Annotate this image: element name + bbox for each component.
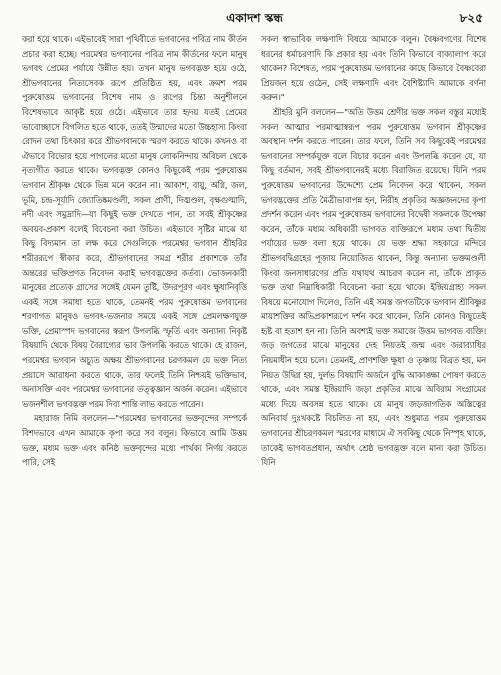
text-columns: [22, 32, 487, 470]
paragraph: শ্রীহরি মুনি বললেন—"অতি উত্তম শ্রেণীর ভক্ত সকল বস্তুর মধ্যেই সকল আত্মার পরমাত্মাস্বরূপ পরম পুরুষোত্তম ভগবান শ্রীকৃষ্ণের অবস্থান দর্শন করতে পারেন। তার ফলে, তিনি সব কিছুকেই পরমেশ্বর ভগবানের সম্পর্কযুক্ত বলে বিচার করেন এবং উপলব্ধি করেন যে, যা কিছু বর্তমান, সবই শ্রীভগবানেরই মধ্যে বিরাজিত রয়েছে। যিনি পরম পুরুষোত্তম ভগবানের উদ্দেশ্যে প্রেম নিবেদন করে থাকেন, সকল ভগবদ্ভক্তের প্রতি মৈত্রীভাবাপন্ন হন, নিরীহ প্রকৃতির অজ্ঞজনদের কৃপা প্রদর্শন করেন এবং পরম পুরুষোত্তম ভগবানের বিদ্বেষী সকলকে উপেক্ষা করেন, তাঁকে মধ্যম অধিকারী ভাগবত ব্যক্তিরূপে মধ্যম তথা দ্বিতীয় পর্যায়ের ভক্ত বলা হয়ে থাকে। যে ভক্ত শ্রদ্ধা সহকারে মন্দিরে শ্রীভগবদ্বিগ্রহের পূজায় নিয়োজিত থাকেন, কিন্তু অন্যান্য ভক্তমণ্ডলী কিংবা জনসাধারণের প্রতি যথাযথ আচরণ করেন না, তাঁকে প্রাকৃত ভক্ত তথা নিম্নাধিকারী বিবেচনা করা হয়ে থাকে। ইন্দ্রিয়গ্রাহ্য সকল বিষয়ে মনোযোগ দিলেও, তিনি এই সমস্ত জগতটিকে ভগবান শ্রীবিষ্ণুর মায়াশক্তির অভিপ্রকাশরূপে দর্শন করে থাকেন, তিনি কোনও কিছুতেই হৃষ্ট বা হতাশ হন না। তিনি অবশ্যই ভক্ত সমাজে উত্তম ভাগবত ব্যক্তি। জড় জগতের মাঝে মানুষের দেহ নিয়তই জন্ম এবং জরাব্যাধির নিয়মাধীন হয়ে চলে। তেমনই, প্রাণশক্তি ক্ষুধা ও তৃষ্ণায় বিব্রত হয়, মন নিয়ত উদ্বিগ্ন হয়, দুর্লভ বিষয়াদি অর্জনে বুদ্ধি আকাঙ্ক্ষা পোষণ করতে থাকে, এবং সমস্ত ইন্দ্রিয়াদি জড়া প্রকৃতির মাঝে অবিরাম সংগ্রামের মধ্যে দিয়ে অবসন্ন হতে থাকে। যে মানুষ জড়জাগতিক অস্তিত্বের অনিবার্য দুঃখকষ্টে বিচলিত না হয়, এবং শুধুমাত্র পরম পুরুষোত্তম ভগবানের শ্রীচরণকমল স্মরণের মাধ্যমে ঐ সবকিছু থেকে নিস্পৃহ থাকে, তাকেই ভাগবতপ্রধান, অর্থাৎ শ্রেষ্ঠ ভগবদ্ভক্ত বলে মান্য করা উচিত। যিনি: [261, 106, 486, 468]
left-column: [22, 32, 247, 470]
paragraph: সকল স্বাভাবিক লক্ষণাদি বিষয়ে আমাকে বলুন। বৈষ্ণবগণের বিশেষ ধরনের ধর্মাচরণাদি কি প্রকার হয় এবং তিনি কিভাবে বাক্যালাপ করে থাকেন? বিশেষত, পরম পুরুষোত্তম ভগবানের কাছে কিভাবে বৈষ্ণবেরা প্রিয়জন হয়ে ওঠেন, সেই লক্ষণাদি এবং বৈশিষ্ট্যাদি আমাকে বর্ণনা করুন।": [261, 34, 486, 103]
running-title: একাদশ স্কন্ধ: [226, 11, 283, 25]
right-column: [261, 32, 486, 470]
paragraph: করা হয়ে থাকে। এইভাবেই সারা পৃথিবীতে ভগবানের পবিত্র নাম কীর্তন প্রচার করা হচ্ছে। পরমেশ্বর ভগবানের পবিত্র নাম কীর্তনের ফলে মানুষ ভগবৎ প্রেমের পর্যায়ে উন্নীত হয়। তখন মানুষ ভগবদ্ভক্ত হয়ে ওঠে, শ্রীভগবানের নিত্যসেবক রূপে প্রতিষ্ঠিত হয়, এবং ক্রমশ পরম পুরুষোত্তম ভগবানের বিশেষ নাম ও রূপের চিন্তা অনুশীলনে বিশেষভাবে আকৃষ্ট হয়ে ওঠে। এইভাবে তার হৃদয় যতই প্রেমের ভাবোচ্ছাসে বিগলিত হতে থাকে, ততই উন্মাদের মতো উচ্চহাস্য কিংবা রোদন তথা চিৎকার করে শ্রীভগবানকে স্মরণ করতে থাকে। কখনও বা ঐভাবে বিভোর হয়ে পাগলের মতো মানুষ লোকনিন্দায় অবিচল থেকে নৃত্যগীত করতে থাকে। ভগবদ্ভক্ত কোনও কিছুকেই পরম পুরুষোত্তম ভগবান শ্রীকৃষ্ণ থেকে ভিন্ন মনে করেন না। আকাশ, বায়ু, অগ্নি, জল, ভূমি, চন্দ্র-সূর্যাদি জ্যোতিষ্কমণ্ডলী, সকল প্রাণী, দিঙ্মণ্ডল, বৃক্ষগুল্মাদি, নদী এবং সমুদ্রাদি—যা কিছুই ভক্ত দেখতে পান, তা সবই শ্রীকৃষ্ণের অবয়ব-প্রকাশ বলেই বিবেচনা করা উচিত। এইভাবে সৃষ্টির মাঝে যা কিছু বিদ্যমান তা লক্ষ করে সেগুলিকে পরমেশ্বর ভগবান শ্রীহরির শরীররূপে স্বীকার করে, শ্রীভগবানের সমগ্র শরীর প্রকাশকে তাঁর অন্তরের ভক্তিপ্রণত নিবেদন করাই ভগবদ্ভক্তের কর্তব্য। ভোজনকারী মানুষের প্রত্যেক গ্রাসের সঙ্গেই যেমন তুষ্টি, উদরপূরণ এবং ক্ষুধানিবৃত্তি একই সঙ্গে সমাধা হতে থাকে, তেমনই পরম পুরুষোত্তম ভগবানের শরণাগত মানুষও ভগবৎ-ভজনার সময়ে একই সঙ্গে প্রেমলক্ষণযুক্ত ভক্তি, প্রেমাস্পদ ভগবানের স্বরূপ উপলব্ধি স্ফূর্তি এবং অন্যান্য নিকৃষ্ট বিষয়াদি থেকে বিষয় বৈরাগ্যের ভাব উপলব্ধি করতে থাকে। হে রাজন, পরমেশ্বর ভগবান অচ্যুত অক্ষয় শ্রীভগবানের চরণকমল যে ভক্ত নিত্য প্রয়াসে আরাধনা করতে থাকে, তার ফলেই তিনি নিশ্চয়ই ভক্তিভাব, অনাসক্তি এবং পরমেশ্বর ভগবানের তত্ত্বজ্ঞান অর্জন করেন। এইভাবে ভজনশীল ভগবদ্ভক্ত পরম দিব্য শান্তি লাভ করতে পারেন।: [22, 34, 247, 409]
running-head: [22, 6, 487, 32]
page-number: ৮২৫: [459, 11, 483, 25]
paragraph: মহারাজ নিমি বললেন—"পরমেশ্বর ভগবানের ভক্তবৃন্দের সম্পর্কে বিশদভাবে এখন আমাকে কৃপা করে সব বলুন। কিভাবে আমি উত্তম ভক্ত, মধ্যম ভক্ত এবং কনিষ্ঠ ভক্তবৃন্দের মধ্যে পার্থক্য নির্ণয় করতে পারি, সেই: [22, 413, 247, 468]
